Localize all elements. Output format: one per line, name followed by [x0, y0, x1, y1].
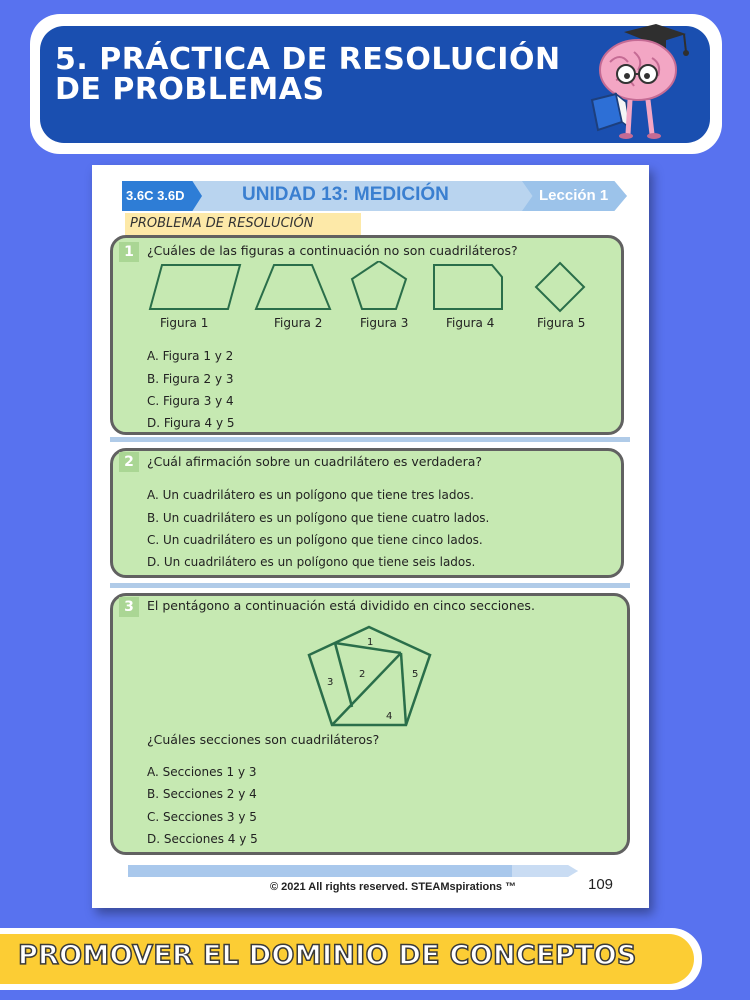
question-3-number: 3: [119, 597, 139, 617]
brain-reading-book-icon: [586, 22, 694, 140]
lesson-label: Lección 1: [539, 187, 609, 204]
question-3-prompt: ¿Cuáles secciones son cuadriláteros?: [147, 732, 380, 747]
divider-2: [110, 583, 630, 588]
page-title-line-1: 5. PRÁCTICA DE RESOLUCIÓN: [55, 42, 561, 77]
page-number: 109: [588, 876, 614, 893]
divider-1: [110, 437, 630, 442]
question-3-pentagon-diagram: [307, 625, 432, 727]
pentagon-label-3: 3: [327, 677, 334, 688]
copyright-text: © 2021 All rights reserved. STEAMspirations ™: [270, 881, 517, 893]
figure-4-pentagon: [434, 265, 502, 309]
worksheet-header: [122, 181, 627, 211]
question-1-number: 1: [119, 242, 139, 262]
figure-1-label: Figura 1: [160, 316, 209, 330]
question-3-option-a[interactable]: A. Secciones 1 y 3: [147, 765, 257, 779]
footer-bar: [128, 865, 578, 877]
question-1-option-d[interactable]: D. Figura 4 y 5: [147, 416, 235, 430]
footer-bar-accent: [512, 865, 578, 877]
question-1-option-a[interactable]: A. Figura 1 y 2: [147, 349, 234, 363]
question-3-option-d[interactable]: D. Secciones 4 y 5: [147, 832, 258, 846]
bottom-banner-text: PROMOVER EL DOMINIO DE CONCEPTOS: [18, 940, 637, 971]
worksheet-page: [92, 165, 649, 908]
figure-5-label: Figura 5: [537, 316, 586, 330]
pentagon-label-1: 1: [367, 637, 374, 648]
unit-title: UNIDAD 13: MEDICIÓN: [242, 184, 449, 205]
question-1-figures: [144, 261, 604, 313]
question-3-option-c[interactable]: C. Secciones 3 y 5: [147, 810, 257, 824]
question-2-option-c[interactable]: C. Un cuadrilátero es un polígono que tiene cinco lados.: [147, 533, 483, 547]
pentagon-label-5: 5: [412, 669, 419, 680]
page-title-line-2: DE PROBLEMAS: [55, 72, 325, 107]
section-label: PROBLEMA DE RESOLUCIÓN: [130, 216, 314, 231]
pentagon-label-4: 4: [386, 711, 393, 722]
figure-2-trapezoid: [256, 265, 330, 309]
question-1-option-b[interactable]: B. Figura 2 y 3: [147, 372, 234, 386]
question-1-text: ¿Cuáles de las figuras a continuación no son cuadriláteros?: [147, 243, 518, 258]
question-1-option-c[interactable]: C. Figura 3 y 4: [147, 394, 234, 408]
question-2-text: ¿Cuál afirmación sobre un cuadrilátero es verdadera?: [147, 454, 483, 469]
page-title: [55, 42, 595, 107]
pentagon-label-2: 2: [359, 669, 366, 680]
figure-2-label: Figura 2: [274, 316, 323, 330]
question-2-option-b[interactable]: B. Un cuadrilátero es un polígono que tiene cuatro lados.: [147, 511, 490, 525]
figure-3-label: Figura 3: [360, 316, 409, 330]
figure-3-pentagon: [352, 261, 406, 309]
question-2-option-a[interactable]: A. Un cuadrilátero es un polígono que tiene tres lados.: [147, 488, 474, 502]
figure-5-rhombus: [536, 263, 584, 311]
question-3-text: El pentágono a continuación está dividido en cinco secciones.: [147, 598, 535, 613]
standards-label: 3.6C 3.6D: [126, 188, 185, 203]
question-2-option-d[interactable]: D. Un cuadrilátero es un polígono que tiene seis lados.: [147, 555, 476, 569]
question-3-option-b[interactable]: B. Secciones 2 y 4: [147, 787, 257, 801]
question-2-number: 2: [119, 452, 139, 472]
figure-1-parallelogram: [150, 265, 240, 309]
figure-4-label: Figura 4: [446, 316, 495, 330]
